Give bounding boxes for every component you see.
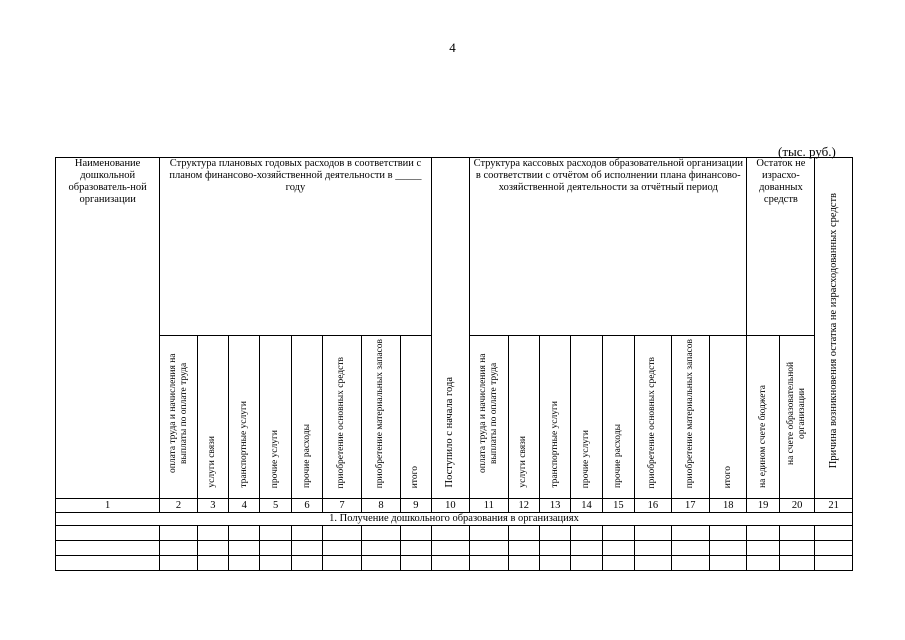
column-number: 4 (229, 499, 260, 513)
balance-subheader-label: на едином счете бюджета (757, 385, 768, 488)
column-number: 15 (602, 499, 634, 513)
cash-subheader (539, 335, 570, 498)
section-title: 1. Получение дошкольного образования в организациях (56, 513, 853, 526)
cash-subheader (571, 335, 602, 498)
cash-subheader-label: транспортные услуги (549, 401, 560, 488)
cash-subheader-label: оплата труда и начисления на выплаты по оплате труда (477, 353, 499, 473)
expense-report-table (55, 157, 853, 571)
table-row (56, 541, 853, 556)
planned-subheader (361, 335, 400, 498)
cash-subheader (671, 335, 709, 498)
column-number: 1 (56, 499, 160, 513)
balance-subheader-label: на счете образовательной организации (786, 361, 808, 465)
table-row (56, 556, 853, 571)
column-number: 19 (747, 499, 779, 513)
section-row (56, 513, 853, 526)
planned-subheader-label: итого (410, 465, 421, 488)
cash-subheader-label: прочие расходы (612, 424, 623, 488)
column-number: 13 (539, 499, 570, 513)
column-number: 8 (361, 499, 400, 513)
planned-subheader (197, 335, 228, 498)
column-number: 9 (401, 499, 431, 513)
planned-subheader (260, 335, 291, 498)
column-number: 7 (323, 499, 361, 513)
planned-subheader-label: прочие расходы (301, 424, 312, 488)
cash-subheader (635, 335, 671, 498)
planned-subheader-label: прочие услуги (270, 429, 281, 488)
header-organization-name: Наименование дошкольной образователь-ной организации (56, 158, 160, 499)
column-number: 17 (671, 499, 709, 513)
column-number: 10 (431, 499, 469, 513)
column-number: 21 (815, 499, 853, 513)
cash-subheader-label: прочие услуги (581, 429, 592, 488)
cash-subheader (710, 335, 747, 498)
header-received: Поступило с начала года (444, 377, 456, 488)
cash-subheader-label: итого (722, 465, 733, 488)
units-label: (тыс. руб.) (778, 144, 836, 159)
header-planned-expenses: Структура плановых годовых расходов в соответствии с планом финансово-хозяйственной деятельности в _____ году (160, 158, 431, 336)
planned-subheader-label: услуги связи (207, 436, 218, 488)
cash-subheader-label: приобретение основных средств (647, 356, 658, 488)
header-reason: Причина возникновения остатка не израсходованных средств (827, 192, 839, 468)
header-reason-cell (815, 158, 853, 499)
page-number: 4 (449, 40, 456, 55)
planned-subheader-label: приобретение материальных запасов (375, 338, 386, 488)
planned-subheader (323, 335, 361, 498)
column-number: 20 (779, 499, 814, 513)
column-number-row (56, 499, 853, 513)
column-number: 12 (508, 499, 539, 513)
planned-subheader-label: транспортные услуги (238, 401, 249, 488)
cash-subheader-label: услуги связи (518, 436, 529, 488)
column-number: 5 (260, 499, 291, 513)
cash-subheader (470, 335, 508, 498)
planned-subheader (160, 335, 197, 498)
cash-subheader-label: приобретение материальных запасов (684, 338, 695, 488)
planned-subheader (229, 335, 260, 498)
column-number: 6 (291, 499, 322, 513)
column-number: 2 (160, 499, 197, 513)
planned-subheader (291, 335, 322, 498)
balance-subheader (747, 335, 779, 498)
header-received-cell (431, 158, 469, 499)
column-number: 14 (571, 499, 602, 513)
balance-subheader (779, 335, 814, 498)
planned-subheader (401, 335, 431, 498)
planned-subheader-label: оплата труда и начисления на выплаты по оплате труда (167, 353, 189, 473)
cash-subheader (508, 335, 539, 498)
header-unspent-balance: Остаток не израсхо-дованных средств (747, 158, 815, 336)
column-number: 16 (635, 499, 671, 513)
column-number: 18 (710, 499, 747, 513)
planned-subheader-label: приобретение основных средств (336, 356, 347, 488)
column-number: 3 (197, 499, 228, 513)
header-cash-expenses: Структура кассовых расходов образовательной организации в соответствии с отчётом об исполнении плана финансово-хозяйственной деятельности за отчётный период (470, 158, 747, 336)
table-row (56, 526, 853, 541)
column-number: 11 (470, 499, 508, 513)
cash-subheader (602, 335, 634, 498)
